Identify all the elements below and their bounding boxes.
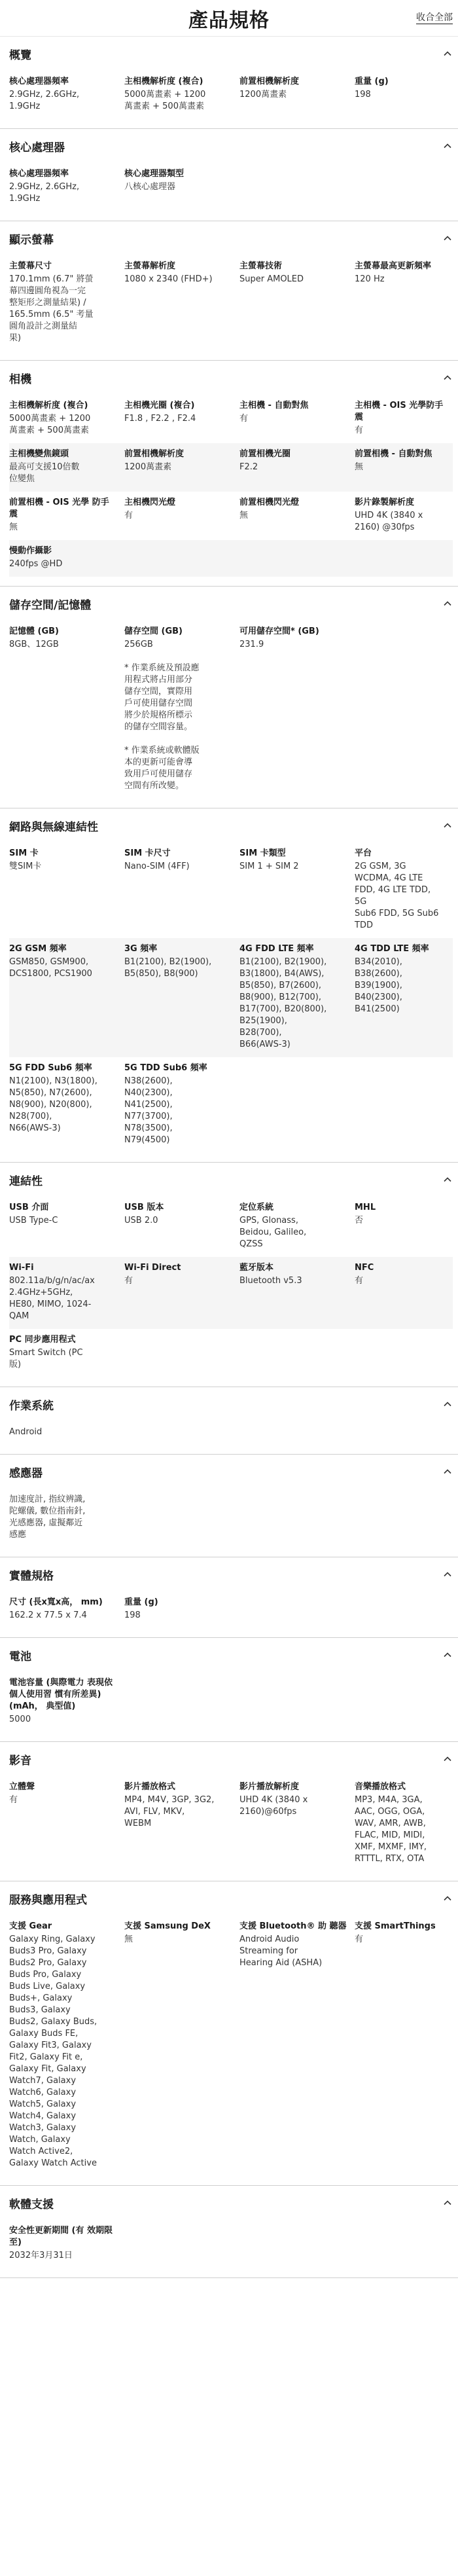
spec-label: Wi-Fi Direct xyxy=(124,1263,181,1273)
spec-value: Nano-SIM (4FF) xyxy=(124,862,190,871)
spec-label: Wi-Fi xyxy=(9,1263,34,1273)
spec-value: 有 xyxy=(124,511,133,520)
spec-item xyxy=(239,497,355,534)
spec-value: 無 xyxy=(239,511,249,520)
spec-value: USB Type-C xyxy=(9,1216,58,1225)
spec-value: UHD 4K (3840 x 2160) @30fps xyxy=(355,511,423,532)
spec-label: 藍牙版本 xyxy=(239,1263,274,1273)
spec-item xyxy=(239,400,355,437)
spec-item xyxy=(9,1262,124,1322)
spec-value: USB 2.0 xyxy=(124,1216,158,1225)
spec-section xyxy=(0,1638,458,1742)
spec-label: 主相機光圈 (複合) xyxy=(124,401,195,410)
spec-section xyxy=(0,129,458,221)
spec-item xyxy=(239,1202,355,1250)
spec-label: 音樂播放格式 xyxy=(355,1782,406,1792)
spec-item xyxy=(9,2225,124,2262)
spec-label: 影片播放解析度 xyxy=(239,1782,300,1792)
spec-value: 2G GSM, 3G WCDMA, 4G LTE FDD, 4G LTE TDD, 5G Sub6 FDD, 5G Sub6 TDD xyxy=(355,862,439,930)
spec-rows xyxy=(0,1672,458,1741)
spec-label: 主相機 - 自動對焦 xyxy=(239,401,309,410)
spec-value: 5000萬畫素 + 1200 萬畫素 + 500萬畫素 xyxy=(124,90,206,111)
spec-label: 前置相機 - OIS 光學 防手震 xyxy=(9,498,109,519)
spec-value: B1(2100), B2(1900), B5(850), B8(900) xyxy=(124,957,212,979)
spec-value: MP4, M4V, 3GP, 3G2, AVI, FLV, MKV, WEBM xyxy=(124,1795,215,1828)
chevron-up-icon[interactable] xyxy=(442,1754,453,1764)
spec-value: Bluetooth v5.3 xyxy=(239,1276,302,1286)
spec-section xyxy=(0,1881,458,2186)
section-title: 感應器 xyxy=(9,1466,43,1480)
spec-label: 4G TDD LTE 頻率 xyxy=(355,944,429,954)
spec-section xyxy=(0,361,458,587)
spec-item xyxy=(239,848,355,932)
chevron-up-icon[interactable] xyxy=(442,1399,453,1409)
spec-label: 主相機閃光燈 xyxy=(124,498,176,507)
spec-value: 雙SIM卡 xyxy=(9,862,42,871)
spec-value: Android xyxy=(9,1427,43,1437)
spec-label: 前置相機光圈 xyxy=(239,449,291,459)
spec-label: 主螢幕尺寸 xyxy=(9,261,52,271)
spec-label: SIM 卡類型 xyxy=(239,848,286,858)
spec-label: 核心處理器頻率 xyxy=(9,77,69,86)
spec-item xyxy=(9,1921,124,2169)
section-header[interactable] xyxy=(0,808,458,843)
spec-item xyxy=(355,848,453,932)
section-title: 概覽 xyxy=(9,48,31,62)
spec-item xyxy=(355,448,453,485)
spec-label: 主螢幕最高更新頻率 xyxy=(355,261,432,271)
spec-label: SIM 卡 xyxy=(9,848,39,858)
spec-rows xyxy=(0,1421,458,1454)
spec-item xyxy=(9,943,124,1051)
spec-value: GSM850, GSM900, DCS1800, PCS1900 xyxy=(9,957,92,979)
spec-item xyxy=(124,943,239,1051)
section-title: 儲存空間/記憶體 xyxy=(9,598,92,612)
spec-value: 2.9GHz, 2.6GHz, 1.9GHz xyxy=(9,182,80,204)
spec-value: Android Audio Streaming for Hearing Aid (ASHA) xyxy=(239,1934,323,1968)
spec-item xyxy=(355,497,453,534)
spec-value: 162.2 x 77.5 x 7.4 xyxy=(9,1610,87,1620)
spec-item xyxy=(9,1334,124,1371)
spec-item xyxy=(239,626,355,792)
spec-label: 電池容量 (與際電力 表現依個人使用習 慣有所差異) (mAh， 典型值) xyxy=(9,1678,113,1711)
spec-label: 核心處理器頻率 xyxy=(9,169,69,179)
section-header[interactable] xyxy=(0,587,458,621)
spec-label: SIM 卡尺寸 xyxy=(124,848,171,858)
spec-row xyxy=(9,492,453,540)
spec-value: MP3, M4A, 3GA, AAC, OGG, OGA, WAV, AMR, AWB, FLAC, MID, MIDI, XMF, MXMF, IMY, RTTTL, RTX, OTA xyxy=(355,1795,427,1864)
spec-item xyxy=(124,497,239,534)
spec-value: 有 xyxy=(355,426,364,435)
spec-section xyxy=(0,808,458,1163)
spec-row xyxy=(9,1197,453,1257)
spec-value: 無 xyxy=(124,1934,133,1944)
spec-value: 最高可支援10倍數 位變焦 xyxy=(9,462,80,484)
spec-section xyxy=(0,1455,458,1557)
section-title: 連結性 xyxy=(9,1174,43,1188)
spec-rows xyxy=(0,1591,458,1637)
spec-label: 主相機變焦鏡頭 xyxy=(9,449,69,459)
spec-value: N38(2600), N40(2300), N41(2500), N77(3700), N78(3500), N79(4500) xyxy=(124,1076,173,1145)
spec-label: USB 版本 xyxy=(124,1203,164,1212)
spec-sections xyxy=(0,37,458,2278)
spec-label: 可用儲存空間* (GB) xyxy=(239,626,319,636)
spec-value: 198 xyxy=(355,90,371,100)
spec-label: 立體聲 xyxy=(9,1782,35,1792)
spec-item xyxy=(355,1202,453,1250)
spec-rows xyxy=(0,843,458,1162)
section-header[interactable] xyxy=(0,1163,458,1197)
chevron-up-icon[interactable] xyxy=(442,141,453,151)
section-header[interactable] xyxy=(0,2186,458,2220)
spec-label: 重量 (g) xyxy=(355,77,389,86)
spec-value: 無 xyxy=(355,462,364,472)
spec-label: 定位系統 xyxy=(239,1203,274,1212)
spec-value: Super AMOLED xyxy=(239,274,304,284)
chevron-up-icon[interactable] xyxy=(442,1466,453,1477)
spec-item xyxy=(239,1921,355,2169)
spec-row xyxy=(9,1591,453,1628)
collapse-all-link[interactable]: 收合全部 xyxy=(416,12,453,23)
spec-value: 198 xyxy=(124,1610,141,1620)
section-title: 作業系統 xyxy=(9,1399,54,1413)
spec-item xyxy=(124,848,239,932)
chevron-up-icon[interactable] xyxy=(442,372,453,383)
chevron-up-icon[interactable] xyxy=(442,598,453,609)
section-header[interactable] xyxy=(0,1387,458,1421)
spec-value: 120 Hz xyxy=(355,274,385,284)
spec-item xyxy=(124,1262,239,1322)
spec-value: 加速度計, 指紋辨識, 陀螺儀, 數位指南針, 光感應器, 虛擬鄰近 感應 xyxy=(9,1495,86,1540)
spec-value: N1(2100), N3(1800), N5(850), N7(2600), N8(900), N20(800), N28(700), N66(AWS-3) xyxy=(9,1076,97,1133)
page-title: 產品規格 xyxy=(188,9,270,32)
spec-section xyxy=(0,1557,458,1638)
chevron-up-icon[interactable] xyxy=(442,1174,453,1185)
spec-item xyxy=(124,400,239,437)
spec-value: 5000萬畫素 + 1200 萬畫素 + 500萬畫素 xyxy=(9,414,91,435)
spec-value: 8GB、12GB xyxy=(9,640,59,649)
spec-item xyxy=(124,1921,239,2169)
section-title: 核心處理器 xyxy=(9,141,65,154)
spec-item xyxy=(9,168,124,205)
spec-item xyxy=(124,1062,239,1146)
section-header[interactable] xyxy=(0,221,458,255)
spec-label: 尺寸 (長x寬x高， mm) xyxy=(9,1597,103,1607)
spec-item xyxy=(239,261,355,344)
spec-label: PC 同步應用程式 xyxy=(9,1335,76,1345)
spec-item xyxy=(239,1781,355,1865)
chevron-up-icon[interactable] xyxy=(442,820,453,831)
spec-value: GPS, Glonass, Beidou, Galileo, QZSS xyxy=(239,1216,307,1249)
spec-item xyxy=(9,1677,124,1726)
spec-label: 5G TDD Sub6 頻率 xyxy=(124,1063,207,1073)
spec-row xyxy=(9,938,453,1057)
spec-rows xyxy=(0,1489,458,1557)
spec-item xyxy=(9,448,124,485)
section-title: 網路與無線連結性 xyxy=(9,820,98,834)
chevron-up-icon[interactable] xyxy=(442,1650,453,1660)
spec-item xyxy=(239,943,355,1051)
spec-item xyxy=(124,1781,239,1865)
spec-item xyxy=(124,626,239,792)
spec-label: 前置相機解析度 xyxy=(124,449,185,459)
spec-section xyxy=(0,2186,458,2278)
spec-label: 慢動作攝影 xyxy=(9,546,52,556)
spec-rows xyxy=(0,163,458,221)
spec-rows xyxy=(0,71,458,128)
page-header xyxy=(0,0,458,37)
spec-item xyxy=(9,261,124,344)
spec-value: UHD 4K (3840 x 2160)@60fps xyxy=(239,1795,308,1817)
spec-item xyxy=(355,1921,453,2169)
spec-section xyxy=(0,1387,458,1455)
spec-item xyxy=(124,1597,239,1622)
spec-value: B1(2100), B2(1900), B3(1800), B4(AWS), B5(850), B7(2600), B8(900), B12(700), B17(700), B20(800), B25(1900), B28(700), B66(AWS-3) xyxy=(239,957,327,1049)
spec-item xyxy=(355,76,453,113)
spec-item xyxy=(9,1202,124,1250)
spec-row xyxy=(9,71,453,119)
spec-section xyxy=(0,37,458,129)
section-header[interactable] xyxy=(0,1557,458,1591)
section-header[interactable] xyxy=(0,361,458,395)
spec-row xyxy=(9,163,453,211)
spec-row xyxy=(9,1257,453,1329)
spec-value: 170.1mm (6.7" 將螢 幕四邊圓角視為一完 整矩形之測量結果) / 165.5mm (6.5" 考量 圓角設計之測量結 果) xyxy=(9,274,94,343)
spec-rows xyxy=(0,1197,458,1387)
spec-value: 有 xyxy=(355,1276,364,1286)
section-header[interactable] xyxy=(0,129,458,163)
spec-label: NFC xyxy=(355,1263,374,1273)
spec-value: 無 xyxy=(9,522,18,532)
spec-label: 主相機解析度 (複合) xyxy=(9,401,88,410)
section-title: 影音 xyxy=(9,1754,31,1768)
spec-item xyxy=(9,545,124,570)
spec-section xyxy=(0,587,458,808)
spec-row xyxy=(9,1672,453,1732)
chevron-up-icon[interactable] xyxy=(442,48,453,59)
spec-value: 2.9GHz, 2.6GHz, 1.9GHz xyxy=(9,90,80,111)
spec-item xyxy=(9,848,124,932)
section-title: 軟體支援 xyxy=(9,2198,54,2211)
chevron-up-icon[interactable] xyxy=(442,1893,453,1904)
spec-value: 2032年3月31日 xyxy=(9,2251,73,2260)
spec-item xyxy=(124,76,239,113)
spec-item xyxy=(355,943,453,1051)
spec-label: 支援 Bluetooth® 助 聽器 xyxy=(239,1921,347,1931)
chevron-up-icon[interactable] xyxy=(442,1569,453,1580)
spec-item xyxy=(9,76,124,113)
spec-value: 否 xyxy=(355,1216,364,1225)
spec-row xyxy=(9,1489,453,1548)
spec-item xyxy=(355,261,453,344)
spec-item xyxy=(9,1426,124,1438)
spec-row xyxy=(9,843,453,938)
spec-row xyxy=(9,1057,453,1153)
chevron-up-icon[interactable] xyxy=(442,2198,453,2208)
spec-label: 影片錄製解析度 xyxy=(355,498,415,507)
spec-label: 2G GSM 頻率 xyxy=(9,944,67,954)
spec-value: 802.11a/b/g/n/ac/ax 2.4GHz+5GHz, HE80, MIMO, 1024- QAM xyxy=(9,1276,95,1321)
spec-item xyxy=(124,261,239,344)
spec-item xyxy=(9,626,124,792)
spec-rows xyxy=(0,2220,458,2277)
spec-item xyxy=(239,76,355,113)
spec-row xyxy=(9,1421,453,1445)
spec-value: F1.8 , F2.2 , F2.4 xyxy=(124,414,196,424)
spec-section xyxy=(0,221,458,361)
spec-value: 有 xyxy=(239,414,249,424)
spec-rows xyxy=(0,255,458,360)
section-header[interactable] xyxy=(0,1742,458,1776)
spec-rows xyxy=(0,1915,458,2185)
spec-value: 有 xyxy=(9,1795,18,1805)
spec-value: Galaxy Ring, Galaxy Buds3 Pro, Galaxy Buds2 Pro, Galaxy Buds Pro, Galaxy Buds Live, Galaxy Buds+, Galaxy Buds3, Galaxy Buds2, Galaxy Buds, Galaxy Buds FE, Galaxy Fit3, Galaxy Fit2, Galaxy Fit e, Galaxy Fit, Galaxy Watch7, Galaxy Watch6, Galaxy Watch5, Galaxy Watch4, Galaxy Watch3, Galaxy Watch, Galaxy Watch Active2, Galaxy Watch Active xyxy=(9,1934,97,2168)
spec-item xyxy=(355,400,453,437)
spec-value: 1080 x 2340 (FHD+) xyxy=(124,274,213,284)
spec-row xyxy=(9,443,453,492)
spec-item xyxy=(124,448,239,485)
spec-row xyxy=(9,255,453,351)
section-header[interactable] xyxy=(0,1881,458,1915)
section-header[interactable] xyxy=(0,1638,458,1672)
spec-label: 支援 Samsung DeX xyxy=(124,1921,211,1931)
spec-label: 重量 (g) xyxy=(124,1597,158,1607)
spec-rows xyxy=(0,1776,458,1881)
spec-item xyxy=(9,400,124,437)
spec-value: 1200萬畫素 xyxy=(239,90,287,100)
spec-value: 5000 xyxy=(9,1714,31,1724)
spec-label: 3G 頻率 xyxy=(124,944,158,954)
spec-label: 前置相機閃光燈 xyxy=(239,498,300,507)
section-title: 顯示螢幕 xyxy=(9,233,54,247)
spec-label: 支援 Gear xyxy=(9,1921,52,1931)
spec-label: 主相機 - OIS 光學防手震 xyxy=(355,401,444,422)
spec-value: 231.9 xyxy=(239,640,264,649)
spec-rows xyxy=(0,621,458,808)
spec-row xyxy=(9,1776,453,1872)
spec-section xyxy=(0,1742,458,1881)
spec-value: SIM 1 + SIM 2 xyxy=(239,862,299,871)
spec-item xyxy=(9,1062,124,1146)
spec-item xyxy=(9,1781,124,1865)
spec-item xyxy=(9,1597,124,1622)
spec-label: 安全性更新期間 (有 效期限至) xyxy=(9,2226,113,2247)
spec-value: 1200萬畫素 xyxy=(124,462,172,472)
spec-label: 支援 SmartThings xyxy=(355,1921,436,1931)
spec-label: 前置相機 - 自動對焦 xyxy=(355,449,432,459)
spec-label: 影片播放格式 xyxy=(124,1782,176,1792)
section-header[interactable] xyxy=(0,1455,458,1489)
spec-value: 八核心處理器 xyxy=(124,182,176,192)
spec-item xyxy=(9,1494,124,1541)
spec-item xyxy=(355,1262,453,1322)
spec-row xyxy=(9,540,453,577)
spec-row xyxy=(9,395,453,443)
spec-label: 儲存空間 (GB) xyxy=(124,626,183,636)
spec-item xyxy=(9,497,124,534)
spec-value: 有 xyxy=(124,1276,133,1286)
spec-value: F2.2 xyxy=(239,462,258,472)
spec-row xyxy=(9,1915,453,2176)
spec-item xyxy=(124,1202,239,1250)
spec-value: 256GB * 作業系統及預設應 用程式將占用部分 儲存空間，實際用 戶可使用儲存空間 將少於規格所標示 的儲存空間容量。 * 作業系統或軟體版 本的更新可能會導 致用戶可使用儲存 空間有所改變。 xyxy=(124,640,200,791)
spec-item xyxy=(239,1262,355,1322)
spec-label: 記憶體 (GB) xyxy=(9,626,59,636)
spec-rows xyxy=(0,395,458,586)
spec-label: USB 介面 xyxy=(9,1203,49,1212)
spec-label: MHL xyxy=(355,1203,376,1212)
spec-item xyxy=(355,1781,453,1865)
spec-row xyxy=(9,2220,453,2268)
spec-label: 主螢幕解析度 xyxy=(124,261,176,271)
spec-value: B34(2010), B38(2600), B39(1900), B40(2300), B41(2500) xyxy=(355,957,402,1014)
spec-value: 有 xyxy=(355,1934,364,1944)
chevron-up-icon[interactable] xyxy=(442,233,453,244)
spec-label: 主螢幕技術 xyxy=(239,261,283,271)
spec-item xyxy=(124,168,239,205)
spec-label: 核心處理器類型 xyxy=(124,169,185,179)
spec-item xyxy=(239,448,355,485)
spec-label: 平台 xyxy=(355,848,372,858)
spec-value: Smart Switch (PC 版) xyxy=(9,1348,83,1370)
spec-label: 前置相機解析度 xyxy=(239,77,300,86)
section-title: 服務與應用程式 xyxy=(9,1893,87,1907)
section-title: 相機 xyxy=(9,372,31,386)
section-title: 電池 xyxy=(9,1650,31,1663)
spec-label: 主相機解析度 (複合) xyxy=(124,77,203,86)
spec-row xyxy=(9,621,453,799)
spec-row xyxy=(9,1329,453,1377)
spec-section xyxy=(0,1163,458,1387)
spec-label: 5G FDD Sub6 頻率 xyxy=(9,1063,92,1073)
section-title: 實體規格 xyxy=(9,1569,54,1583)
section-header[interactable] xyxy=(0,37,458,71)
spec-label: 4G FDD LTE 頻率 xyxy=(239,944,314,954)
spec-value: 240fps @HD xyxy=(9,559,63,569)
